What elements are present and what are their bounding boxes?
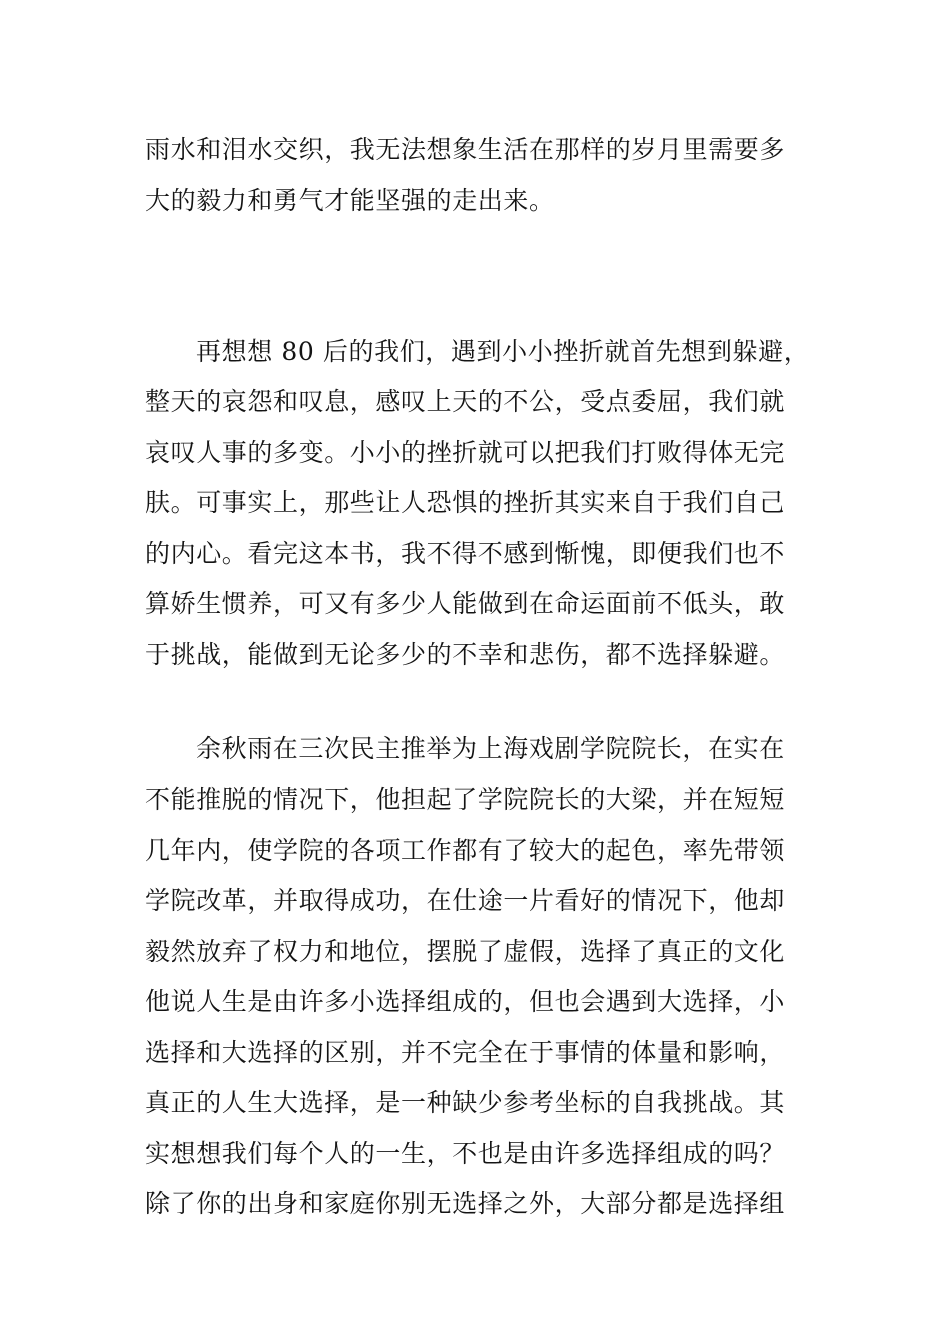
text-line: 算娇生惯养，可又有多少人能做到在命运面前不低头，敢 [145, 589, 786, 618]
text-line: 不能推脱的情况下，他担起了学院院长的大梁，并在短短 [145, 785, 786, 814]
text-line: 除了你的出身和家庭你别无选择之外，大部分都是选择组 [145, 1189, 786, 1218]
text-line: 他说人生是由许多小选择组成的，但也会遇到大选择，小 [145, 987, 786, 1016]
text-line: 实想想我们每个人的一生，不也是由许多选择组成的吗？ [145, 1139, 786, 1168]
text-line: 大的毅力和勇气才能坚强的走出来。 [145, 186, 555, 215]
text-line: 雨水和泪水交织，我无法想象生活在那样的岁月里需要多 [145, 135, 786, 164]
text-line: 选择和大选择的区别，并不完全在于事情的体量和影响， [145, 1038, 786, 1067]
text-line: 学院改革，并取得成功，在仕途一片看好的情况下，他却 [145, 886, 786, 915]
text-line: 再想想 80 后的我们，遇到小小挫折就首先想到躲避， [196, 337, 810, 366]
text-line: 真正的人生大选择，是一种缺少参考坐标的自我挑战。其 [145, 1088, 786, 1117]
text-line: 余秋雨在三次民主推举为上海戏剧学院院长，在实在 [196, 734, 785, 763]
text-line: 毅然放弃了权力和地位，摆脱了虚假，选择了真正的文化 [145, 937, 786, 966]
text-line: 哀叹人事的多变。小小的挫折就可以把我们打败得体无完 [145, 438, 786, 467]
text-line: 肤。可事实上，那些让人恐惧的挫折其实来自于我们自己 [145, 488, 786, 517]
text-line: 于挑战，能做到无论多少的不幸和悲伤，都不选择躲避。 [145, 640, 786, 669]
text-line: 整天的哀怨和叹息，感叹上天的不公，受点委屈，我们就 [145, 387, 786, 416]
text-line: 几年内，使学院的各项工作都有了较大的起色，率先带领 [145, 836, 786, 865]
text-line: 的内心。看完这本书，我不得不感到惭愧，即便我们也不 [145, 539, 786, 568]
